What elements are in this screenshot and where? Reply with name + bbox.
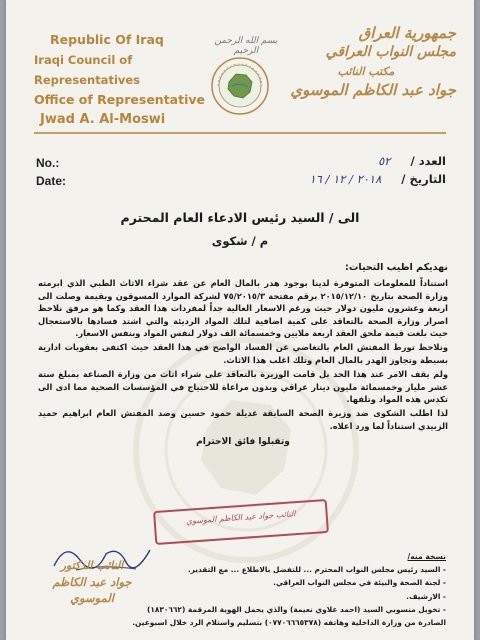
addressee: الى / السيد رئيس الادعاء العام المحترم: [120, 210, 360, 225]
body-paragraph-3: ولم يقف الامر عند هذا الحد بل قامت الوزيرة بالتعاقد على شراء اثاث من وزارة الصناعة بمبلغ ستة عشر مليار وخمسمائة مليون دينار عراقي وبدون مراعاة للاحتياج في المؤسسات الصحية مما ادى الى تكدس هذه المواد وتلفها.: [38, 369, 448, 405]
letterhead-en-name: Jwad A. Al-Moswi: [40, 112, 166, 127]
letterhead-divider: [34, 132, 446, 134]
body-paragraph-4: لذا اطلب الشكوى ضد وزيرة الصحة السابقة عديلة حمود حسين وضد المفتش العام ابراهيم حميد الزبيدي استناداً لما ورد اعلاه.: [38, 408, 448, 431]
copies-item: - الارشيف.: [406, 591, 446, 601]
basmala: بسم الله الرحمن الرحيم: [214, 36, 278, 56]
signature-block: [32, 558, 152, 606]
number-row: [309, 152, 446, 170]
letterhead-english: [34, 30, 214, 130]
letterhead-en-council: Iraqi Council of Representatives: [34, 53, 141, 87]
reference-block-en: [36, 154, 66, 190]
date-label-en: Date:: [36, 174, 67, 188]
council-emblem-icon: [210, 56, 270, 116]
letterhead-en-country: Republic Of Iraq: [50, 32, 164, 47]
copies-item: - تخويل منسوبي السيد (احمد علاوي نعيمة) والذي يحمل الهوية المرقمة (١٨٣٠٦٦٢): [146, 604, 446, 614]
signature-name: جواد عبد الكاظم الموسوي: [52, 575, 132, 605]
greeting: نهديكم اطيب التحيات:: [345, 262, 448, 273]
number-label-ar: العدد /: [410, 154, 446, 168]
letterhead-ar-council: مجلس النواب العراقي: [325, 44, 456, 60]
signature-title: النائب الدكتور: [60, 559, 124, 572]
body-paragraph-1: استناداً للمعلومات المتوفرة لدينا بوجود هدر بالمال العام عن عقد شراء الاثاث الطبي الذي ابرمته وزارة الصحة بتاريخ ٢٠١٥/١٢/١٠ برقم مفتحة ٧٥/٢٠١٥/٣ لشركة الموارد المسوقون وبقيمة وصلت الى اربعة وعشرون مليون دولار حيث ورغم الاسعار العالية جداً لمفردات هذا العقد وكما هو مرفق نلاحظ اصرار وزارة الصحة بالتعاقد على كمية اضافية لتلك المواد الرديئة والتي اشتد فسادها بالاستعجال حيث بلغت قيمة ملحق العقد اربعة ملايين وخمسمائة الف دولار لنفس المواد وبنفس الاسعار.: [38, 278, 448, 339]
copies-item: - السيد رئيس مجلس النواب المحترم ... للتفضل بالاطلاع ... مع التقدير.: [187, 565, 446, 575]
reference-block-ar: [309, 152, 446, 188]
number-label-en: No.:: [36, 156, 60, 170]
subject: م / شكوى: [211, 234, 269, 248]
closing: وتقبلوا فائق الاحترام: [196, 437, 290, 448]
letterhead-ar-name: جواد عبد الكاظم الموسوي: [290, 81, 456, 99]
copies-item: - لجنة الصحة والبيئة في مجلس النواب العراقي.: [273, 578, 446, 588]
letterhead-arabic: [276, 24, 456, 100]
number-value: ٥٢: [378, 154, 391, 168]
document-sheet: [6, 0, 474, 640]
body-paragraph-2: ونلاحظ تورط المفتش العام بالتغاضي عن الفساد الواضح في هذا العقد حيث اكتفى بعقوبات ادارية بسيطة وتجاوز الهدر بالمال العام وتلك اغلب هذا الاثاث.: [38, 342, 448, 365]
copies-heading: نسخة منه/: [407, 552, 446, 561]
date-row: [309, 170, 446, 188]
letterhead-ar-office: مكتب النائب: [337, 65, 395, 78]
date-label-ar: التاريخ /: [401, 172, 446, 186]
stamp-text: النائب جواد عبد الكاظم الموسوي: [185, 509, 296, 526]
letterhead-ar-country: جمهورية العراق: [358, 24, 456, 42]
letterhead-en-office: Office of Representative: [34, 92, 205, 107]
date-value: ٢٠١٨ / ١٢ / ١٦: [309, 172, 382, 186]
copies-list: [132, 550, 446, 629]
copies-item: الصادرة من وزارة الداخلية وهاتفه (٠٧٧٠٦٦٦٥٣٧٨) بتسليم واستلام الرد خلال اسبوعين.: [132, 618, 446, 628]
letter-body: [38, 262, 448, 451]
